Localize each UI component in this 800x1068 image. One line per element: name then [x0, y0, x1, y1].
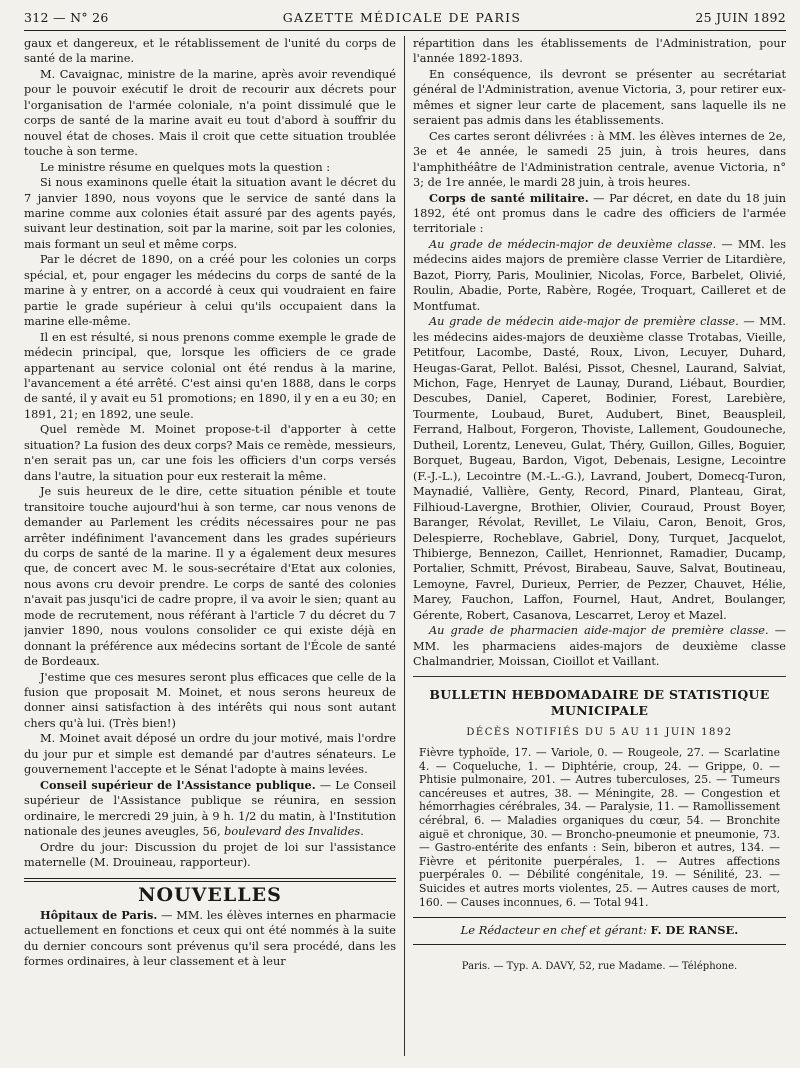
paragraph: gaux et dangereux, et le rétablissement de l'unité du corps de santé de la marine. — [24, 37, 396, 66]
paragraph: Si nous examinons quelle était la situation avant le décret du 7 janvier 1890, nous voyons que le service de santé dans la marine comme aux colonies était assuré par des agents payés, suivant leur destination, soit par la marine, soit par les colonies, mais formant un seul et même corps. — [24, 176, 396, 251]
conseil-paragraph: Conseil supérieur de l'Assistance publique. — Le Conseil supérieur de l'Assistance publique se réunira, en session ordinaire, le mercredi 29 juin, à 9 h. 1/2 du matin, à l'Institution nationale des jeunes aveugles, 56, boulevard des Invalides. — [24, 777, 396, 839]
section-heading: Corps de santé militaire. — [429, 190, 589, 205]
paragraph: Il en est résulté, si nous prenons comme exemple le grade de médecin principal, que, lorsque les officiers de ce grade appartenant au service colonial ont été rendus à la marine, l'avancement a été arrêté. C'est ainsi qu'en 1888, dans le corps de santé, il y avait eu 51 promotions; en 1890, il y en a eu 30; en 1891, 21; en 1892, une seule. — [24, 330, 396, 421]
page-number: 312 — N° 26 — [24, 10, 109, 25]
grade-heading: Au grade de pharmacien aide-major de première classe. — [429, 624, 769, 638]
deces-subtitle: DÉCÈS NOTIFIÉS DU 5 AU 11 JUIN 1892 — [466, 726, 733, 738]
paragraph: M. Cavaignac, ministre de la marine, après avoir revendiqué pour le pouvoir exécutif le droit de recourir aux décrets pour l'organisation de l'armée coloniale, n'a point dissimulé que le corps de santé de la marine avait eu tout d'abord à souffrir du nouvel état de choses. Mais il croit que cette situation troublée touche à son terme. — [24, 67, 396, 159]
paragraph: Ces cartes seront délivrées : à MM. les élèves internes de 2e, 3e et 4e année, le samedi 25 juin, à trois heures, dans l'amphithéâtre de l'Administration centrale, avenue Victoria, n° 3; de 1re année, le mardi 28 juin, à trois heures. — [413, 129, 786, 190]
promotion-list: Au grade de médecin-major de deuxième classe. — MM. les médecins aides majors de première classe Verrier de Litardière, Bazot, Piorry, Paris, Moulinier, Nicolas, Force, Barbelet, Olivié, Roulin, Abadie, Porte, Rabère, Rogée, Troquart, Cailleret et de Montfumat. — [413, 237, 786, 313]
paragraph: Je suis heureux de le dire, cette situation pénible et toute transitoire touche aujourd'hui à son terme, car nous venons de demander au Parlement les crédits nécessaires pour ne pas arrêter indéfiniment l'avancement dans les grades supérieurs du corps de santé de la marine. Il y a également deux mesures que, de concert avec M. le sous-secrétaire d'Etat aux colonies, nous avons cru devoir prendre. Le corps de santé des colonies n'avait pas jusqu'ici de cadre propre, il va avoir le sien; quant au mode de recrutement, nous référant à l'article 7 du décret du 7 janvier 1890, nous voulons consolider ce qui existe déjà en donnant la préférence aux médecins sortant de l'École de santé de Bordeaux. — [24, 485, 396, 669]
paragraph: En conséquence, ils devront se présenter au secrétariat général de l'Administration, avenue Victoria, 3, pour retirer eux-mêmes et signer leur carte de placement, sans laquelle ils ne seraient pas admis dans les établissements. — [413, 67, 786, 128]
promotion-list: Au grade de médecin aide-major de première classe. — MM. les médecins aides-majors de deuxième classe Trotabas, Vieille, Petitfour, Lacombe, Dasté, Roux, Livon, Lecuyer, Duhard, Heugas-Garat, Pellot. Balési, Pissot, Chesnel, Laurand, Salviat, Michon, Fage, Henryet de Launay, Durand, Liébaut, Bourdier, Descubes, Daniel, Caperet, Bodinier, Forest, Larebière, Tourmente, Loubaud, Buret, Audubert, Binet, Beauspleil, Ferrand, Halbout, Forgeron, Thoviste, Lallement, Goudouneche, Dutheil, Lorentz, Leneveu, Gulat, Théry, Guillon, Gilles, Boguier, Borquet, Bugeau, Bardon, Vigot, Debenais, Lesigne, Lecointre (F.-J.-L.), Lecointre (M.-L.-G.), Lavrand, Joubert, Domecq-Turon, Maynadié, Vallière, Genty, Record, Pinard, Planteau, Girat, Filhioud-Lavergne, Brothier, Olivier, Couraud, Proust Boyer, Baranger, Révolat, Revillet, Le Vilaiu, Caron, Benoit, Gros, Delespierre, Rocheblave, Gabriel, Dony, Turquet, Jacquelot, Thibierge, Bennezon, Caillet, Henrionnet, Ramadier, Ducamp, Portalier, Schmitt, Prévost, Birabeau, Sauve, Salvat, Boutineau, Lemoyne, Favrel, Durieux, Perrier, de Pezzer, Chauvet, Hélie, Marey, Fauchon, Laffon, Fournel, Haut, Andret, Boulanger, Gérente, Robert, Casanova, Lescarret, Leroy et Mazel. — [413, 315, 786, 622]
editor-line: Le Rédacteur en chef et gérant: F. DE RANSE. — [413, 917, 786, 944]
two-column-body — [24, 36, 786, 1056]
paragraph: M. Moinet avait déposé un ordre du jour motivé, mais l'ordre du jour pur et simple est demandé par d'autres sénateurs. Le gouvernement l'accepte et le Sénat l'adopte à mains levées. — [24, 732, 396, 777]
running-header — [24, 10, 786, 30]
section-divider — [413, 676, 786, 677]
section-heading: Conseil supérieur de l'Assistance publique. — [40, 777, 316, 792]
header-rule — [24, 30, 786, 31]
section-heading: Hôpitaux de Paris. — [40, 907, 158, 922]
printer-imprint: Paris. — Typ. A. DAVY, 52, rue Madame. — Téléphone. — [461, 960, 738, 972]
grade-heading: Au grade de médecin-major de deuxième classe. — [429, 237, 717, 251]
left-column — [24, 36, 404, 1056]
bulletin-title: BULLETIN HEBDOMADAIRE DE STATISTIQUE MUNICIPALE — [429, 686, 770, 718]
paragraph: répartition dans les établissements de l'Administration, pour l'année 1892-1893. — [413, 37, 786, 66]
nouvelles-heading: NOUVELLES — [138, 884, 282, 907]
paragraph: Par le décret de 1890, on a créé pour les colonies un corps spécial, et, pour engager les médecins du corps de santé de la marine à y entrer, on a accordé à ceux qui voudraient en faire partie le grade supérieur à celui qu'ils occupaient dans la marine elle-même. — [24, 253, 396, 329]
section-divider — [24, 878, 396, 882]
paragraph: Quel remède M. Moinet propose-t-il d'apporter à cette situation? La fusion des deux corps? Mais ce remède, messieurs, n'en serait pas un, car une fois les officiers d'un corps versés dans l'autre, la situation pour eux resterait la même. — [24, 423, 396, 483]
promotion-list: Au grade de pharmacien aide-major de première classe. — MM. les pharmaciens aides-majors de deuxième classe Chalmandrier, Moissan, Cioillot et Vaillant. — [413, 624, 786, 669]
paragraph: Ordre du jour: Discussion du projet de loi sur l'assistance maternelle (M. Drouineau, rapporteur). — [24, 840, 396, 870]
journal-title: GAZETTE MÉDICALE DE PARIS — [282, 10, 522, 25]
corps-paragraph: Corps de santé militaire. — Par décret, en date du 18 juin 1892, été ont promus dans le cadre des officiers de l'armée territoriale : — [413, 190, 786, 236]
editor-name: F. DE RANSE. — [650, 923, 739, 938]
issue-date: 25 JUIN 1892 — [695, 10, 786, 25]
bulletin-statistics: Fièvre typhoïde, 17. — Variole, 0. — Rougeole, 27. — Scarlatine 4. — Coqueluche, 1. — Diphtérie, croup, 24. — Grippe, 0. — Phtisie pulmonaire, 201. — Autres tuberculoses, 25. — Tumeurs cancéreuses et autres, 38. — Méningite, 28. — Congestion et hémorrhagies cérébrales, 34. — Paralysie, 11. — Ramollissement cérébral, 6. — Maladies organiques du cœur, 54. — Bronchite aiguë et chronique, 30. — Broncho-pneumonie et pneumonie, 73. — Gastro-entérite des enfants : Sein, biberon et autres, 134. — Fièvre et péritonite puerpérales, 1. — Autres affections puerpérales 0. — Débilité congénitale, 19. — Sénilité, 23. — Suicides et autres morts violentes, 25. — Autres causes de mort, 160. — Causes inconnues, 6. — Total 941. — [419, 746, 780, 909]
hopitaux-paragraph: Hôpitaux de Paris. — MM. les élèves internes en pharmacie actuellement en fonctions et ceux qui ont été nommés à la suite du dernier concours sont prévenus qu'il sera procédé, dans les formes ordinaires, à leur classement et à leur — [24, 907, 396, 969]
paragraph: J'estime que ces mesures seront plus efficaces que celle de la fusion que proposait M. Moinet, et nous serons heureux de donner ainsi satisfaction à des intérêts qui nous sont autant chers qu'à lui. (Très bien!) — [24, 670, 396, 730]
right-column — [404, 36, 786, 1056]
grade-heading: Au grade de médecin aide-major de première classe. — [429, 315, 739, 329]
paragraph: Le ministre résume en quelques mots la question : — [40, 160, 331, 174]
